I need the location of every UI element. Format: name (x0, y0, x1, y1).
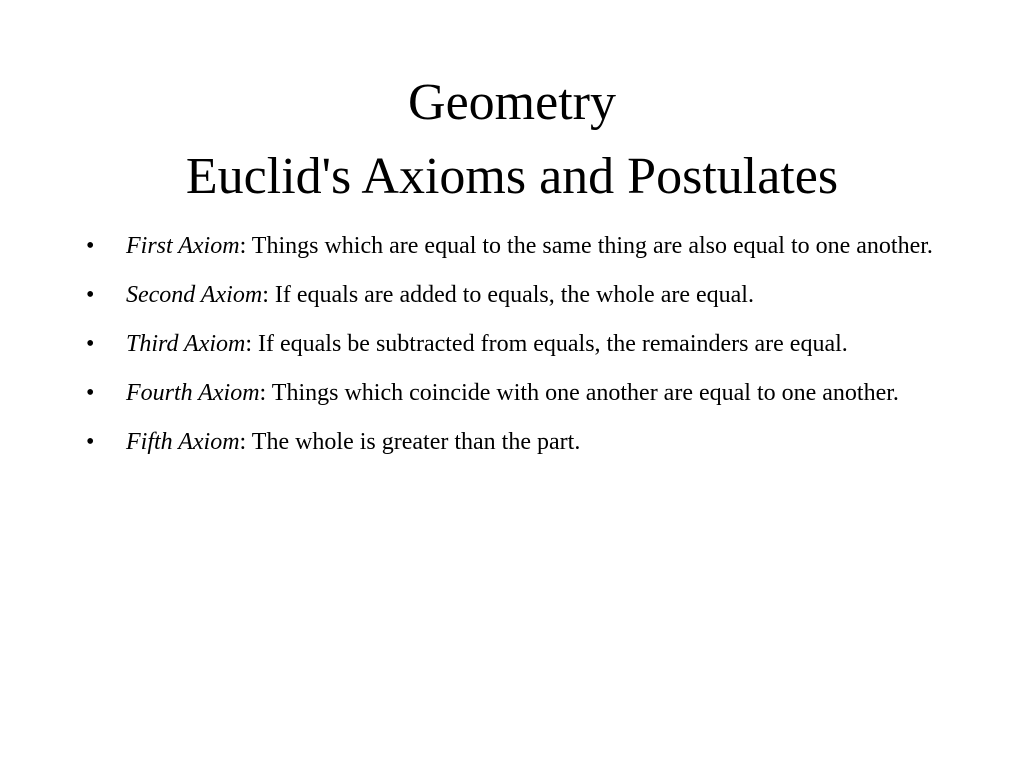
bullet-icon: • (86, 233, 95, 259)
axiom-name: Fifth Axiom (126, 429, 240, 455)
axiom-list (86, 228, 956, 473)
axiom-name: First Axiom (126, 233, 240, 259)
bullet-icon: • (86, 282, 95, 308)
axiom-name: Second Axiom (126, 282, 263, 308)
bullet-icon: • (86, 429, 95, 455)
bullet-icon: • (86, 331, 95, 357)
axiom-item-2 (86, 277, 956, 313)
title-line-2: Euclid's Axioms and Postulates (185, 148, 839, 206)
bullet-icon: • (86, 380, 95, 406)
slide-title (0, 66, 1024, 215)
axiom-text: : The whole is greater than the part. (239, 429, 581, 455)
axiom-item-1 (86, 228, 956, 264)
title-line-1: Geometry (408, 74, 616, 131)
axiom-text: : Things which are equal to the same thing are also equal to one another. (239, 233, 933, 259)
axiom-text: : If equals are added to equals, the whole are equal. (262, 282, 754, 308)
axiom-item-5 (86, 424, 956, 460)
axiom-text: : If equals be subtracted from equals, the remainders are equal. (245, 331, 848, 357)
axiom-item-4 (86, 375, 956, 411)
axiom-name: Third Axiom (126, 331, 246, 357)
axiom-name: Fourth Axiom (126, 380, 260, 406)
axiom-text: : Things which coincide with one another are equal to one another. (259, 380, 899, 406)
axiom-item-3 (86, 326, 956, 362)
